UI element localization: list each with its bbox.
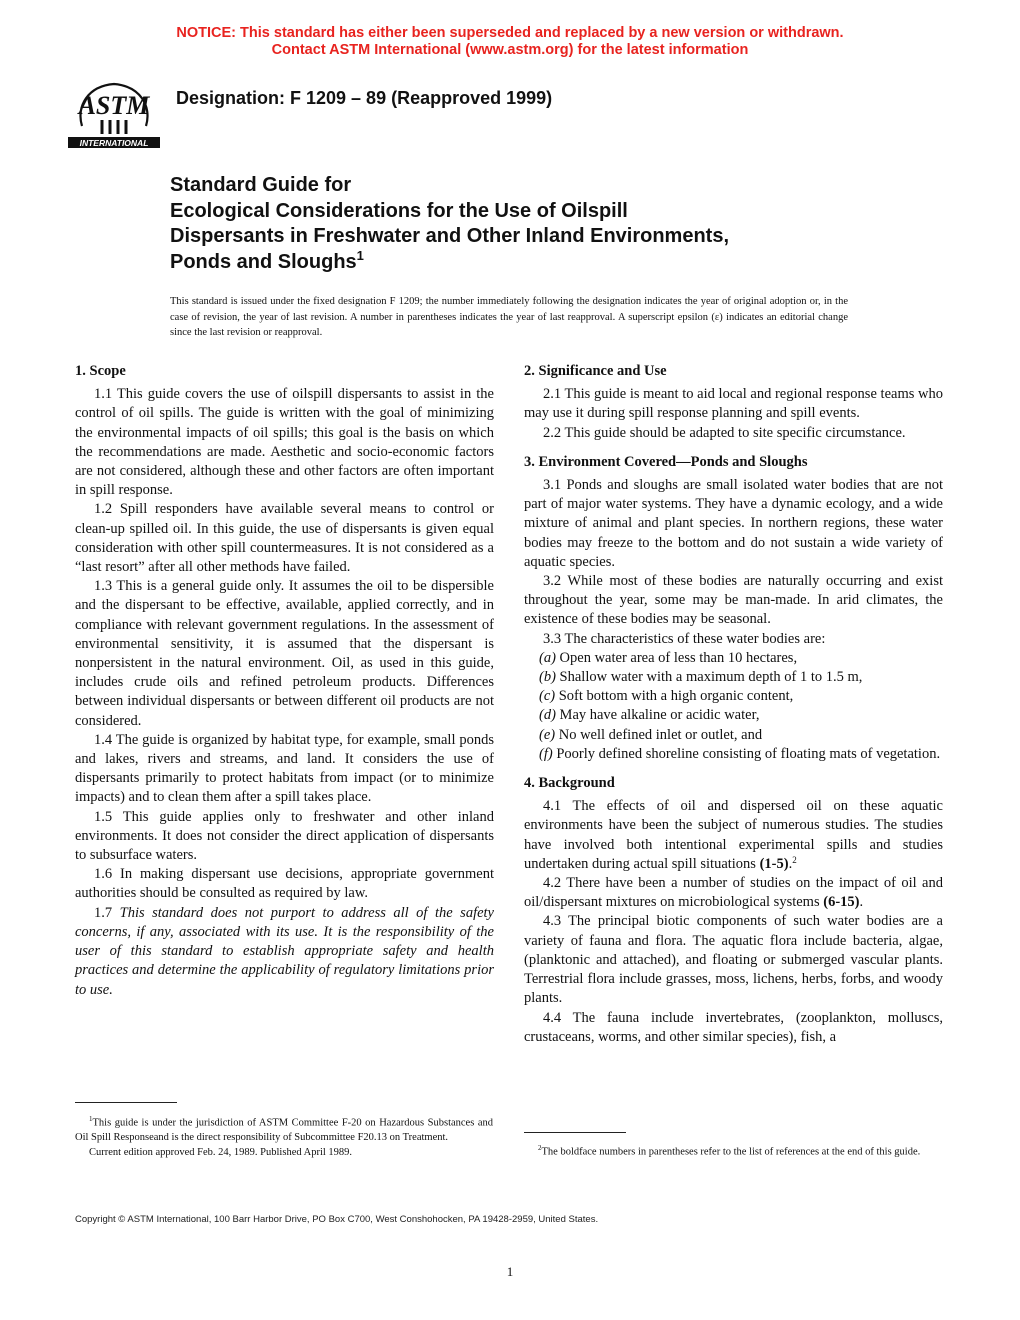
- footnote-1: [75, 1112, 493, 1160]
- paragraph-1-1: 1.1 This guide covers the use of oilspill dispersants to assist in the control of oil spills. The guide is written with the goal of minimizing the environmental impacts of oil spills; this goal is the basis on which the recommendations are made. Aesthetic and socio-economic factors are not considered, although these and other factors are often important in spill response.: [75, 386, 494, 499]
- list-item: (e) No well defined inlet or outlet, and: [539, 726, 763, 743]
- page-number: 1: [506, 1264, 514, 1279]
- issuance-note: This standard is issued under the fixed designation F 1209; the number immediately following the designation indicates the year of original adoption or, in the case of revision, the year of last revision. A number in parentheses indicates the year of last reapproval. A superscript epsilon (ε) indicates an editorial change since the last revision or reapproval.: [170, 296, 848, 338]
- paragraph-2-2: 2.2 This guide should be adapted to site specific circumstance.: [543, 424, 906, 441]
- footnote-1-approval: Current edition approved Feb. 24, 1989. Published April 1989.: [89, 1146, 353, 1158]
- paragraph-1-5: 1.5 This guide applies only to freshwater and other inland environments. It does not consider the direct application of dispersants to subsurface waters.: [75, 808, 494, 864]
- list-item: (f) Poorly defined shoreline consisting of floating mats of vegetation.: [539, 745, 941, 762]
- logo-letters: ASTM: [78, 91, 150, 120]
- astm-logo-icon: [66, 76, 162, 150]
- title-footnote-mark[interactable]: 1: [356, 247, 364, 263]
- title-line-4-text: Ponds and Sloughs: [170, 250, 357, 273]
- paragraph-1-3: 1.3 This is a general guide only. It assumes the oil to be dispersible and the dispersant to be effective, available, applied correctly, and in compliance with relevant government regulations. In the assessment of environmental sensitivity, it is assumed that the dispersant is nonpersistent in the natural environment. Oil, as used in this guide, includes crude oils and refined petroleum products. Differences between individual dispersants or between different oil products are not considered.: [75, 578, 494, 729]
- footnote-divider-right: [524, 1132, 626, 1133]
- footnote-1-mark: 1: [89, 1115, 93, 1123]
- paragraph-4-4: 4.4 The fauna include invertebrates, (zooplankton, molluscs, crustaceans, worms, and other similar species), fish, a: [524, 1009, 943, 1045]
- paragraph-3-1: 3.1 Ponds and sloughs are small isolated water bodies that are not part of major water systems. They have a dynamic ecology, and a wide mixture of animal and plant species. In northern regions, these water bodies may freeze to the bottom and do not sustain a wide variety of aquatic species.: [524, 477, 943, 570]
- section-heading-environment: 3. Environment Covered—Ponds and Sloughs: [524, 453, 808, 470]
- paragraph-1-7-text: This standard does not purport to address all of the safety concerns, if any, associated with its use. It is the responsibility of the user of this standard to establish appropriate safety and health practices and determine the applicability of regulatory limitations prior to use.: [75, 904, 494, 998]
- paragraph-3-2: 3.2 While most of these bodies are naturally occurring and exist throughout the year, some may be man-made. In arid climates, the existence of these bodies may be seasonal.: [524, 573, 943, 628]
- paragraph-1-2: 1.2 Spill responders have available several means to control or clean-up spilled oil. In this guide, the use of dispersants is given equal consideration with other spill countermeasures. It is not considered as a “last resort” after all other methods have failed.: [75, 501, 494, 576]
- footnote-1-text: This guide is under the jurisdiction of ASTM Committee F-20 on Hazardous Substances and Oil Spill Responseand is the direct responsibility of Subcommittee F20.13 on Treatment.: [75, 1117, 493, 1144]
- page-title: [170, 173, 890, 275]
- right-column: [524, 362, 943, 1047]
- paragraph-4-2: 4.2 There have been a number of studies on the impact of oil and oil/dispersant mixtures on microbiological systems (6-15).: [524, 875, 943, 911]
- footnote-divider-left: [75, 1102, 177, 1103]
- paragraph-1-6: 1.6 In making dispersant use decisions, appropriate government authorities should be consulted as required by law.: [75, 866, 494, 902]
- paragraph-3-3: 3.3 The characteristics of these water bodies are:: [543, 630, 826, 647]
- list-item: (d) May have alkaline or acidic water,: [539, 707, 760, 724]
- designation: Designation: F 1209 – 89 (Reapproved 1999): [176, 88, 553, 108]
- title-line-4: [170, 247, 890, 276]
- title-line-1: Standard Guide for: [170, 174, 352, 196]
- footnote-2-text: The boldface numbers in parentheses refer to the list of references at the end of this guide.: [541, 1146, 921, 1158]
- paragraph-1-7-number: 1.7: [94, 904, 113, 921]
- section-heading-significance: 2. Significance and Use: [524, 363, 667, 379]
- copyright-line: Copyright © ASTM International, 100 Barr Harbor Drive, PO Box C700, West Conshohocken, PA 19428-2959, United States.: [75, 1214, 599, 1225]
- paragraph-1-4: 1.4 The guide is organized by habitat type, for example, small ponds and lakes, rivers and streams, and land. It considers the use of dispersants primarily to protect habitats from impact (or to minimize impacts) and to clean them after a spill takes place.: [75, 731, 494, 806]
- paragraph-4-3: 4.3 The principal biotic components of such water bodies are a variety of fauna and flora. The aquatic flora include bacteria, algae, (planktonic and attached), and floating or submerged vascular plants. Terrestrial flora include grasses, moss, lichens, herbs, forbs, and woody plants.: [524, 913, 943, 1007]
- paragraph-1-7: [75, 904, 494, 1000]
- footnote-2: [524, 1141, 943, 1160]
- logo-caption: INTERNATIONAL: [79, 138, 149, 148]
- notice-line-1: NOTICE: This standard has either been superseded and replaced by a new version or withdrawn.: [176, 25, 844, 41]
- list-item: (c) Soft bottom with a high organic content,: [539, 688, 794, 705]
- title-line-2: Ecological Considerations for the Use of Oilspill: [170, 199, 628, 222]
- paragraph-4-1: 4.1 The effects of oil and dispersed oil on these aquatic environments have been the subject of numerous studies. The studies have involved both intentional experimental spills and studies undertaken during actual spill situations (1-5).$^2$: [524, 798, 943, 872]
- reference-citation[interactable]: (1-5): [759, 855, 789, 872]
- notice-banner: [0, 25, 1020, 58]
- list-item: (a) Open water area of less than 10 hectares,: [539, 649, 798, 666]
- section-heading-background: 4. Background: [524, 775, 615, 792]
- reference-citation[interactable]: (6-15): [823, 894, 860, 911]
- paragraph-2-1: 2.1 This guide is meant to aid local and regional response teams who may use it during spill response planning and spill events.: [524, 386, 943, 422]
- section-heading-scope: 1. Scope: [75, 363, 126, 379]
- footnote-mark-2[interactable]: 2: [792, 854, 797, 865]
- notice-line-2: Contact ASTM International (www.astm.org) for the latest information: [271, 41, 749, 58]
- list-item: (b) Shallow water with a maximum depth of 1 to 1.5 m,: [539, 669, 863, 686]
- footnote-2-mark: 2: [538, 1144, 542, 1152]
- left-column: [75, 362, 494, 1000]
- title-line-3: Dispersants in Freshwater and Other Inland Environments,: [170, 225, 730, 247]
